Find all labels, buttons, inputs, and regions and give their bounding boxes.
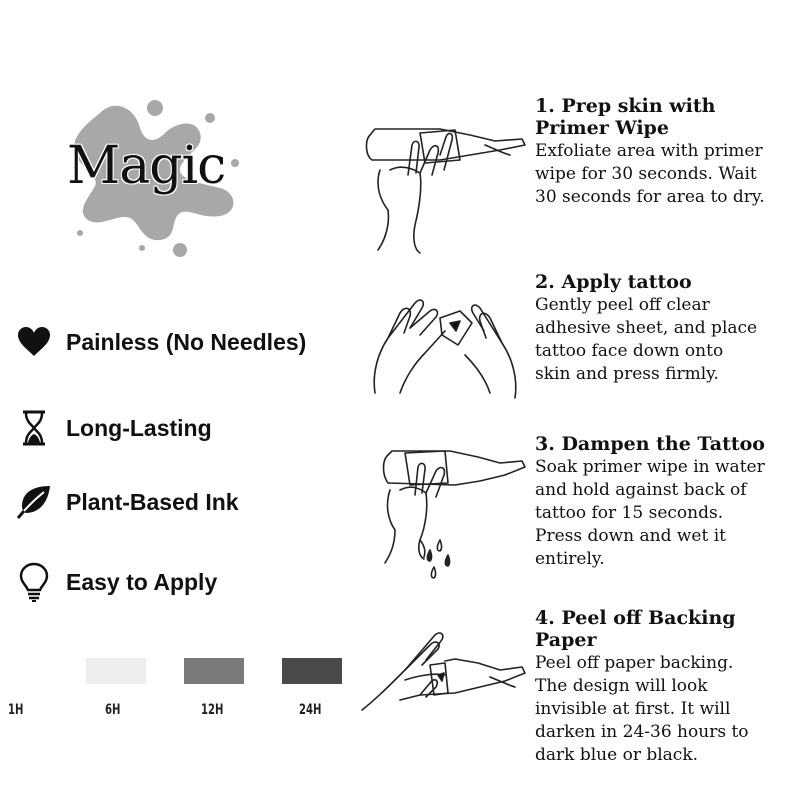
step1-illustration [360, 115, 530, 255]
darkness-label: 12H [201, 702, 224, 718]
step-2 [535, 271, 800, 386]
step-title: 3. Dampen the Tattoo [535, 433, 765, 455]
step2-illustration [360, 283, 530, 408]
logo-wordmark: Magic [67, 136, 226, 196]
instruction-line: The design will look [535, 676, 708, 696]
feature-easy-to-apply [14, 562, 217, 602]
instruction-line: entirely. [535, 549, 605, 569]
brand-logo [60, 88, 260, 263]
step-3 [535, 433, 800, 571]
leaf-icon [14, 482, 54, 522]
darkness-label: 1H [8, 702, 24, 718]
instruction-line: Peel off paper backing. [535, 653, 734, 673]
instruction-line: Gently peel off clear [535, 295, 710, 315]
instruction-line: wipe for 30 seconds. Wait [535, 164, 757, 184]
step-4 [535, 607, 800, 767]
instruction-line: and hold against back of [535, 480, 747, 500]
instruction-line: Exfoliate area with primer [535, 141, 763, 161]
feature-painless [14, 322, 306, 362]
hourglass-icon [14, 408, 54, 448]
instruction-line: skin and press firmly. [535, 364, 719, 384]
step-instructions [535, 456, 800, 571]
instruction-line: darken in 24-36 hours to [535, 722, 749, 742]
step-instructions [535, 140, 800, 209]
feature-label: Plant-Based Ink [66, 488, 239, 515]
darkness-label: 24H [299, 702, 322, 718]
instruction-line: 30 seconds for area to dry. [535, 187, 765, 207]
step-title: 2. Apply tattoo [535, 271, 692, 293]
instruction-line: invisible at first. It will [535, 699, 731, 719]
instruction-line: dark blue or black. [535, 745, 699, 765]
darkness-swatch-6h [86, 658, 146, 684]
instruction-line: Soak primer wipe in water [535, 457, 765, 477]
lightbulb-icon [14, 562, 54, 602]
instruction-line: adhesive sheet, and place [535, 318, 758, 338]
instruction-line: tattoo for 15 seconds. [535, 503, 724, 523]
step3-illustration [360, 445, 530, 580]
darkness-swatch-12h [184, 658, 244, 684]
step-title: 4. Peel off Backing Paper [535, 607, 736, 651]
step-title: 1. Prep skin with [535, 95, 716, 117]
feature-label: Painless (No Needles) [66, 328, 307, 355]
feature-plant-based [14, 482, 239, 522]
darkness-swatch-24h [282, 658, 342, 684]
darkness-label: 6H [105, 702, 121, 718]
instruction-line: Press down and wet it [535, 526, 726, 546]
step-1 [535, 95, 800, 209]
feature-label: Easy to Apply [66, 568, 218, 595]
step-title-continued: Primer Wipe [535, 117, 669, 139]
step-instructions [535, 652, 800, 767]
heart-icon [14, 322, 54, 362]
feature-label: Long-Lasting [66, 414, 212, 441]
step-instructions [535, 294, 800, 386]
feature-long-lasting [14, 408, 212, 448]
step4-illustration [360, 625, 530, 720]
instruction-line: tattoo face down onto [535, 341, 724, 361]
darkness-swatch-1h [0, 658, 20, 684]
